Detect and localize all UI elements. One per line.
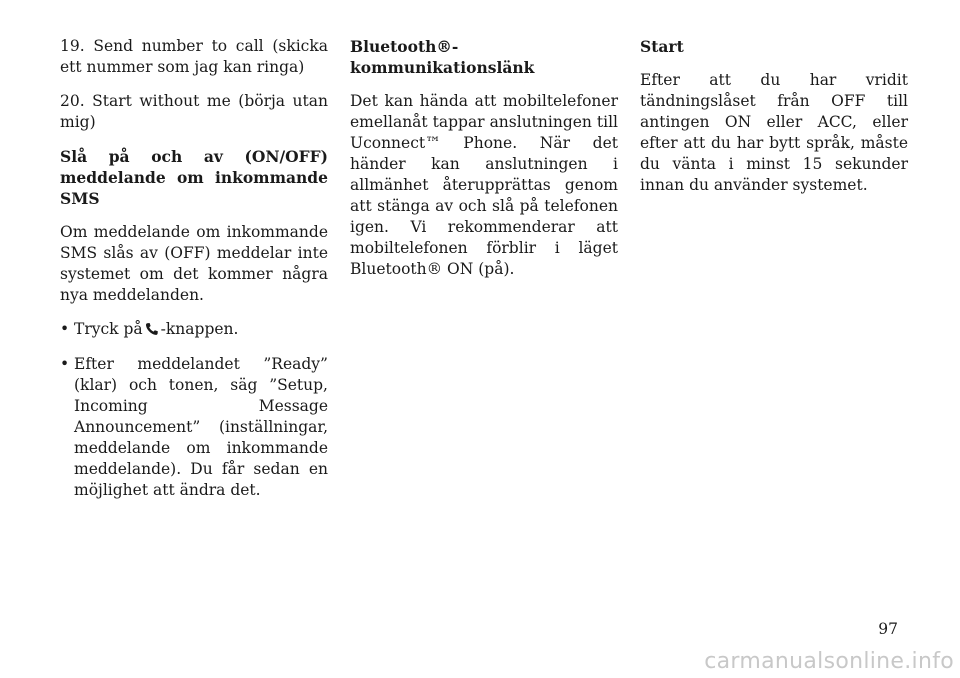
bluetooth-paragraph: Det kan hända att mobiltelefoner emellanåt tappar anslutningen till Uconnect™ Phone. När det händer kan anslutningen i allmänhet återupprättas genom att stänga av och slå på telefonen igen. Vi rekommenderar att mobiltelefonen förblir i läget Bluetooth® ON (på).	[350, 92, 618, 278]
phone-icon	[145, 321, 159, 342]
bullet-press-phone	[60, 319, 328, 342]
bullet-ready-setup: • Efter meddelandet ”Ready” (klar) och tonen, säg ”Setup, Incoming Message Announcement” (inställningar, meddelande om inkommande meddelande). Du får sedan en möjlighet att ändra det.	[60, 354, 328, 501]
sms-paragraph: Om meddelande om inkommande SMS slås av (OFF) meddelar inte systemet om det kommer några nya meddelanden.	[60, 223, 328, 304]
list-item-20: 20. Start without me (börja utan mig)	[60, 92, 328, 131]
instruction-list	[60, 319, 328, 501]
page-number: 97	[878, 620, 898, 638]
section-heading-sms: Slå på och av (ON/OFF) meddelande om inkommande SMS	[60, 147, 328, 208]
column-right	[640, 36, 908, 209]
section-heading-start: Start	[640, 37, 684, 56]
section-heading-bluetooth: Bluetooth®-kommunikationslänk	[350, 37, 535, 77]
column-middle	[350, 36, 618, 293]
bullet-text-after: -knappen.	[160, 320, 239, 338]
bullet-text-before: Tryck på	[74, 320, 143, 338]
watermark: carmanualsonline.info	[704, 649, 954, 674]
list-item-19: 19. Send number to call (skicka ett nummer som jag kan ringa)	[60, 37, 328, 76]
start-paragraph: Efter att du har vridit tändningslåset från OFF till antingen ON eller ACC, eller efter att du har bytt språk, måste du vänta i minst 15 sekunder innan du använder systemet.	[640, 71, 908, 194]
column-left	[60, 36, 328, 513]
